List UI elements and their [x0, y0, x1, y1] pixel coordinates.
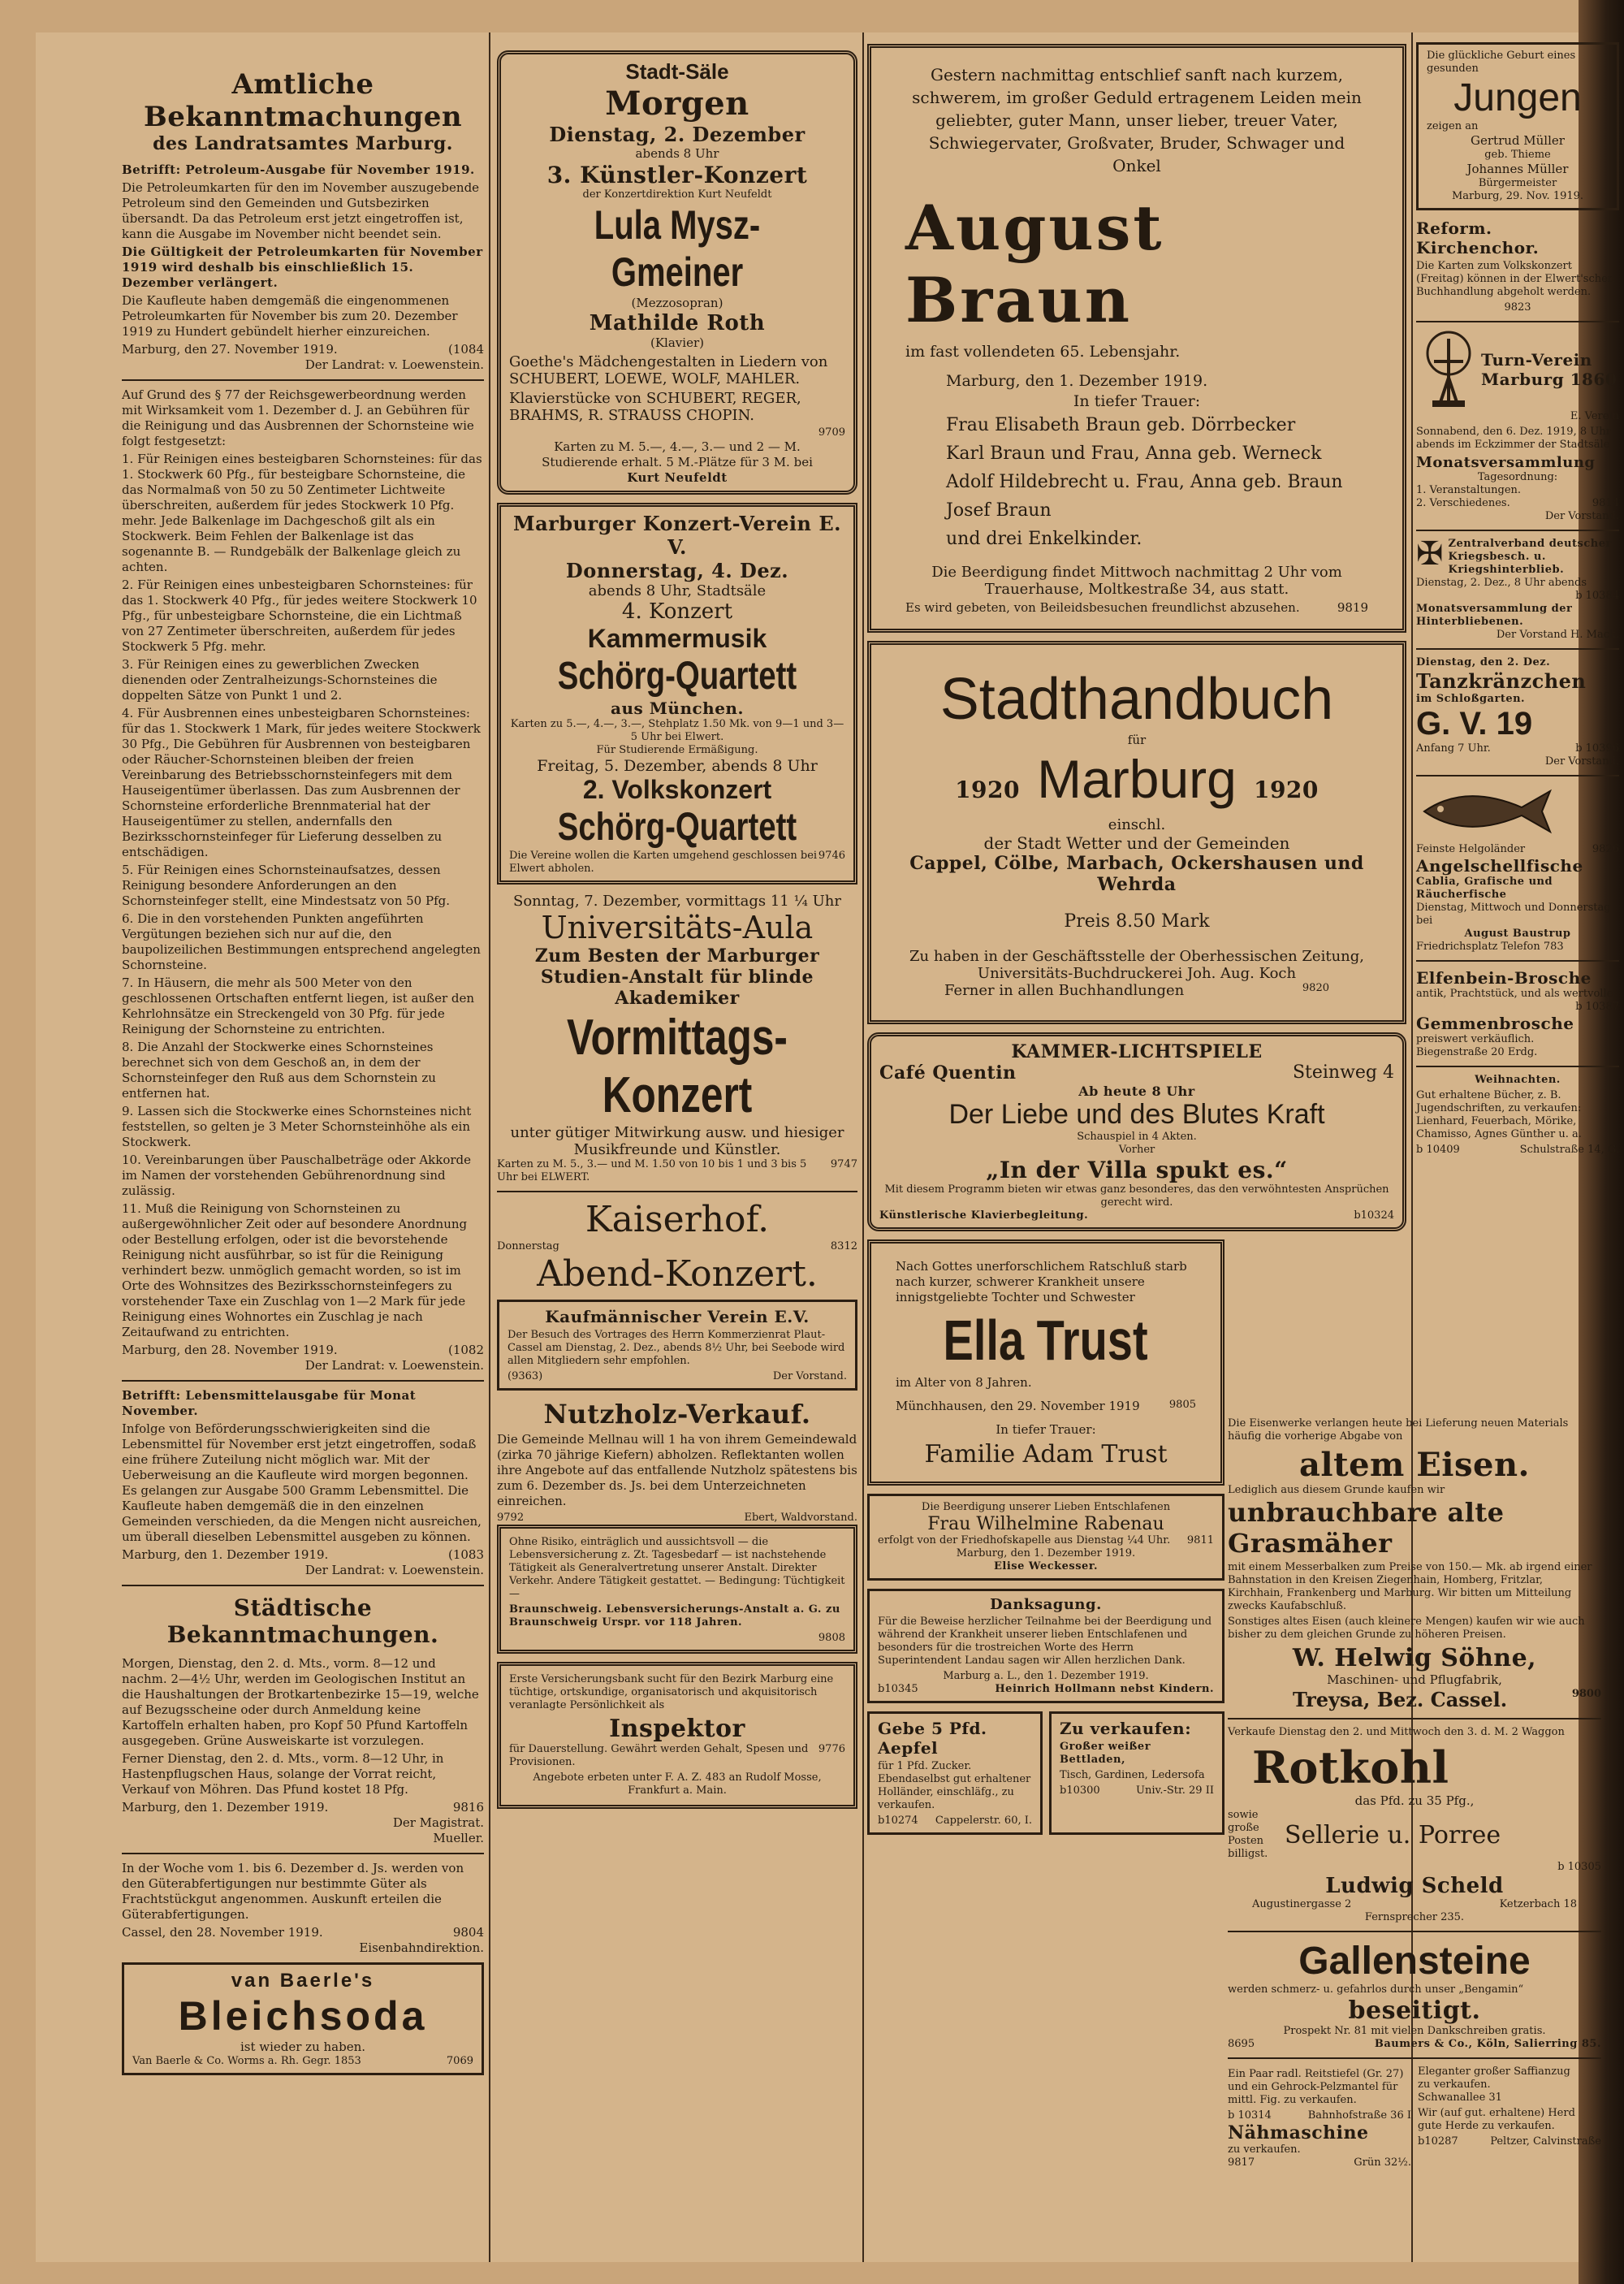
iron-cross-icon: ✠ [1416, 535, 1444, 573]
ad-text: Schwanallee 31 [1418, 2092, 1502, 2104]
ad-text: der Stadt Wetter und der Gemeinden [983, 833, 1290, 853]
mourner: Frau Elisabeth Braun geb. Dörrbecker [946, 415, 1296, 435]
ad-aepfel [867, 1711, 1043, 1835]
ad-text: Großer weißer Bettladen, [1060, 1741, 1151, 1766]
classified-row [867, 1711, 1224, 1843]
ad-title: Rotkohl [1252, 1741, 1449, 1793]
column-events [497, 32, 857, 2258]
ad-title: 3. Künstler-Konzert [546, 162, 808, 188]
ad-text: Gertrud Müller [1471, 133, 1565, 148]
ad-year: 1920 [1253, 776, 1319, 803]
ad-heading: Zentralverband deutscher Kriegsbesch. u. Kriegshinterblieb. [1448, 538, 1612, 576]
ad-number: b 10384 [1575, 590, 1619, 602]
divider [122, 379, 484, 381]
ad-time: Ab heute 8 Uhr [1078, 1084, 1195, 1099]
ad-text: Mit diesem Programm bieten wir etwas ganz besonderes, das den verwöhntesten Ansprüchen gerecht wird. [884, 1183, 1389, 1209]
ad-text: der Konzertdirektion Kurt Neufeldt [582, 188, 772, 201]
notice-text: Auf Grund des § 77 der Reichsgewerbeordnung werden mit Wirksamkeit vom 1. Dezember d. J. an Gebühren für die Reinigung und das Ausbrennen der Schornsteine wie folgt festgesetzt: [122, 387, 474, 448]
column-rule [489, 32, 490, 2262]
ad-footer: 9792 Ebert, Waldvorstand. [497, 1512, 857, 1524]
ad-konzert-verein [497, 503, 857, 885]
ad-footer: b 10314 Bahnhofstraße 36 I [1228, 2109, 1411, 2122]
obituary-name: Ella Trust [943, 1309, 1149, 1372]
ad-text: Zum Besten der Marburger Studien-Anstalt für blinde Akademiker [534, 945, 820, 1009]
ad-text: Der Besuch des Vortrages des Herrn Kommerzienrat Plaut-Cassel am Dienstag, 2. Dez., abends 8½ Uhr, bei Seebode wird allen Mitgliedern sehr empfohlen. [508, 1329, 845, 1367]
ad-title: Jungen [1453, 76, 1582, 119]
divider [497, 1191, 857, 1192]
section-title-city: Städtische Bekanntmachungen. [166, 1594, 439, 1648]
notice-dateline: Marburg, den 1. Dezember 1919. 9816 [122, 1800, 484, 1815]
notice-dateline: Marburg, den 27. November 1919. (1084 [122, 342, 484, 357]
notice-text: Die Beerdigung unserer Lieben Entschlafenen [921, 1501, 1171, 1513]
ad-title: Der Liebe und des Blutes Kraft [948, 1099, 1325, 1130]
notice-signature: Der Landrat: v. Loewenstein. [304, 1563, 484, 1577]
ad-text: Fernsprecher 235. [1364, 1911, 1465, 1923]
ad-text: Erste Versicherungsbank sucht für den Bezirk Marburg eine tüchtige, ortskundige, organisatorisch und akquisitorisch veranlagte Persönlichkeit als [509, 1673, 834, 1711]
ad-text: Karten zu 5.—, 4.—, 3.—, Stehplatz 1.50 Mk. von 9—1 und 3—5 Uhr bei Elwert. [510, 718, 844, 743]
ad-footer: b10287 Peltzer, Calvinstraße [1418, 2135, 1601, 2148]
ad-address: Café Quentin Steinweg 4 [879, 1062, 1394, 1084]
ad-text: Vorher [1118, 1144, 1155, 1156]
notice-signature: Der Magistrat. [392, 1815, 484, 1830]
ad-tanzkraenzchen [1416, 656, 1619, 768]
ad-heading: Morgen [605, 84, 749, 123]
obituary-text: im Alter von 8 Jahren. [896, 1375, 1032, 1390]
mourner: und drei Enkelkinder. [946, 529, 1142, 549]
ad-performer: Lula Mysz-Gmeiner [594, 202, 761, 295]
divider [1228, 2057, 1601, 2059]
ad-kammer-lichtspiele [867, 1032, 1406, 1231]
ad-heading: Nutzholz-Verkauf. [543, 1399, 811, 1430]
ad-text: Bürgermeister [1478, 177, 1557, 189]
ad-dateline: Marburg, 29. Nov. 1919. [1451, 190, 1584, 202]
ad-text: Angebote erbeten unter F. A. Z. 483 an Rudolf Mosse, Frankfurt a. Main. [533, 1771, 822, 1797]
ad-text: unter gütiger Mitwirkung ausw. und hiesiger Musikfreunde und Künstler. [510, 1124, 844, 1158]
ad-date: Freitag, 5. Dezember, abends 8 Uhr [537, 757, 818, 775]
notice-footer: b10345 Heinrich Hollmann nebst Kindern. [878, 1683, 1214, 1695]
ad-performer: Mathilde Roth [589, 311, 766, 335]
obituary-dateline: Marburg, den 1. Dezember 1919. [946, 372, 1208, 390]
obituary-dateline: Münchhausen, den 29. November 1919 9805 [896, 1399, 1196, 1413]
ad-text: Biegenstraße 20 Erdg. [1416, 1046, 1538, 1058]
ad-time: abends 8 Uhr [635, 146, 719, 161]
notice-text: Die Kaufleute haben demgemäß die eingenommenen Petroleumkarten für November bis zum 20. Dezember 1919 zu Hundert gebündelt hierher einzureichen. [122, 293, 458, 339]
ad-date: Sonntag, 7. Dezember, vormittags 11 ¼ Uhr [513, 893, 841, 910]
ad-footer: 8695 Baumers & Co., Köln, Salierring 85. [1228, 2038, 1601, 2050]
ad-zentralverband [1416, 535, 1619, 642]
ad-text: Lediglich aus diesem Grunde kaufen wir [1228, 1484, 1445, 1496]
divider [1228, 1931, 1601, 1932]
ad-marburg-line [904, 748, 1370, 810]
ad-text: 1. Veranstaltungen. [1416, 484, 1522, 496]
obituary-ella-trust [867, 1239, 1224, 1486]
ad-title: Inspektor [609, 1715, 745, 1743]
ad-text: Dienstag, Mittwoch und Donnerstag bei [1416, 902, 1611, 927]
notice-text: Die Gültigkeit der Petroleumkarten für November 1919 wird deshalb bis einschließlich 15. Dezember verlängert. [122, 244, 483, 290]
obituary-august-braun [867, 44, 1406, 633]
ad-text: Studierende erhalt. 5 M.-Plätze für 3 M. bei [542, 455, 813, 469]
list-item: 3. Für Reinigen eines zu gewerblichen Zwecken dienenden oder Zentralheizungs-Schornsteines die doppelten Sätze von Punkt 1 und 2. [122, 657, 438, 703]
ad-heading: Reform. Kirchenchor. [1416, 218, 1540, 257]
ad-emblem-row [1416, 329, 1619, 410]
ad-text: antik, Prachtstück, und als wertvolle [1416, 988, 1613, 1000]
ad-text: Monatsversammlung der Hinterbliebenen. [1416, 603, 1573, 628]
notice-dateline: Marburg a. L., den 1. Dezember 1919. [943, 1670, 1149, 1682]
obituary-text: im fast vollendeten 65. Lebensjahr. [905, 343, 1181, 361]
ad-address-row: Augustinergasse 2 Ketzerbach 18 [1252, 1898, 1577, 1910]
ad-kirchenchor [1416, 218, 1619, 314]
ad-date: Dienstag, 2. Dezember [549, 123, 806, 146]
ad-footer: b10274 Cappelerstr. 60, I. [878, 1815, 1032, 1827]
obituary-text: Nach Gottes unerforschlichem Ratschluß starb nach kurzer, schwerer Krankheit unsere innigstgeliebte Tochter und Schwester [896, 1259, 1187, 1304]
obituary-footer: Es wird gebeten, von Beileidsbesuchen freundlichst abzusehen. 9819 [905, 600, 1368, 615]
ad-heading: Marburger Konzert-Verein E. V. [513, 512, 841, 559]
ad-title: Gemmenbrosche [1416, 1014, 1574, 1033]
ad-saffianzug [1418, 2066, 1601, 2169]
ad-signature: Der Vorstand. [1544, 755, 1619, 768]
obituary-text: Die Beerdigung findet Mittwoch nachmittag 2 Uhr vom Trauerhause, Moltkestraße 34, aus statt. [931, 564, 1342, 598]
ad-text: ist wieder zu haben. [240, 2040, 366, 2054]
ad-text: Verkaufe Dienstag den 2. und Mittwoch den 3. d. M. 2 Waggon [1228, 1726, 1565, 1738]
ad-text: Zu haben in der Geschäftsstelle der Oberhessischen Zeitung, Universitäts-Buchdruckerei Joh. Aug. Koch [909, 948, 1364, 982]
ad-number: b 10387 [1575, 1001, 1619, 1013]
ad-text: Goethe's Mädchengestalten in Liedern von SCHUBERT, LOEWE, WOLF, MAHLER. [509, 353, 828, 387]
mourner: Familie Adam Trust [924, 1440, 1168, 1469]
ad-text: Gut erhaltene Bücher, z. B. Jugendschriften, zu verkaufen: Lienhard, Feuerbach, Mörike, Chamisso, Agnes Günther u. a. [1416, 1089, 1582, 1140]
ad-location-row: Treysa, Bez. Cassel. 9800 [1293, 1688, 1601, 1711]
ad-bleichsoda [122, 1962, 484, 2075]
ad-performer: Schörg-Quartett [557, 655, 797, 698]
ad-text: werden schmerz- u. gefahrlos durch unser „Bengamin“ [1228, 1983, 1524, 1996]
notice-text: Für die Beweise herzlicher Teilnahme bei der Beerdigung und während der Krankheit unserer lieben Entschlafenen und besonders für die trostreichen Worte des Herrn Superintendent Landau sagen wir Allen herzlichen Dank. [878, 1616, 1212, 1667]
divider [1228, 1718, 1601, 1719]
notice-dateline: Marburg, den 1. Dezember 1919. (1083 [122, 1547, 484, 1562]
ad-signature: Der Vorstand. [1544, 510, 1619, 522]
ad-altes-eisen [1228, 1417, 1601, 1711]
obituary-text: In tiefer Trauer: [1073, 392, 1201, 410]
ad-title: Tanzkränzchen [1416, 669, 1587, 693]
ad-venue: Stadt-Säle [625, 59, 729, 84]
ad-title: Nähmaschine [1228, 2122, 1369, 2143]
ad-title: Abend-Konzert. [537, 1253, 818, 1295]
ad-rotkohl [1228, 1726, 1601, 1924]
divider [1416, 960, 1619, 962]
ad-text: im Schloßgarten. [1416, 693, 1526, 705]
notice-signature: Der Landrat: v. Loewenstein. [304, 357, 484, 372]
ad-text: aus München. [611, 699, 744, 718]
notice-dateline: Cassel, den 28. November 1919. 9804 [122, 1925, 484, 1940]
ad-text-row: b 10409 Schulstraße 14, G. [1416, 1144, 1619, 1156]
list-item: 8. Die Anzahl der Stockwerke eines Schornsteines berechnet sich von dem Geschoß an, in dem der Schornsteinfeger den Ruß aus dem Schornstein zu entfernen hat. [122, 1040, 436, 1101]
ad-weihnachten [1416, 1074, 1619, 1157]
ad-number: 9709 [818, 426, 845, 439]
divider [1416, 648, 1619, 650]
ad-text: (Mezzosopran) [631, 296, 723, 310]
ad-time: abends 8 Uhr, Stadtsäle [588, 582, 767, 599]
notice-name: Frau Wilhelmine Rabenau [927, 1514, 1164, 1534]
divider [1416, 1066, 1619, 1067]
list-item: 2. Für Reinigen eines unbesteigbaren Schornsteines: für das 1. Stockwerk 40 Pfg., für jedes weitere Stockwerk 10 Pfg., für unbesteigbare Schornsteine, die ein Lichtmaß von 27 Zentimeter überschreiten, außerdem für jedes Stockwerk 5 Pfg. mehr. [122, 577, 477, 654]
ad-text: Braunschweig. Lebensversicherungs-Anstalt a. G. zu Braunschweig Urspr. vor 118 Jahren. [509, 1603, 840, 1629]
section-title-official: Amtliche Bekanntmachungen [143, 68, 463, 133]
divider [1416, 530, 1619, 531]
ad-heading: Kaufmännischer Verein E.V. [545, 1307, 810, 1326]
notice-heading: Betrifft: Petroleum-Ausgabe für November 1919. [122, 162, 475, 177]
obituary-text: In tiefer Trauer: [996, 1422, 1096, 1437]
ad-text: Eleganter großer Saffianzug [1418, 2066, 1570, 2078]
divider [1416, 321, 1619, 322]
ad-title: Stadthandbuch [939, 667, 1334, 732]
ad-footer: 9817 Grün 32½. [1228, 2156, 1411, 2169]
ad-elfenbein [1416, 968, 1619, 1059]
fish-icon [1416, 783, 1554, 840]
ad-kaufmaennischer-verein [497, 1300, 857, 1391]
ad-text: einschl. [1108, 816, 1166, 833]
ad-side-text: sowie große Posten billigst. [1228, 1809, 1268, 1860]
ad-text-row: 2. Verschiedenes. 9814 [1416, 497, 1619, 509]
ad-brand: van Baerle's [231, 1970, 375, 1992]
ad-title: beseitigt. [1348, 1996, 1481, 2025]
classified-grid [1228, 2066, 1601, 2169]
ad-text: Prospekt Nr. 81 mit vielen Dankschreiben gratis. [1283, 2025, 1546, 2037]
ad-signature: Der Vorstand H. Mack. [1496, 629, 1619, 641]
ad-number: 9808 [818, 1632, 845, 1644]
ad-company: Ludwig Scheld [1325, 1874, 1504, 1898]
mourner: Adolf Hildebrecht u. Frau, Anna geb. Braun [946, 472, 1343, 492]
ad-date: Donnerstag, 4. Dez. [565, 559, 789, 582]
ad-reitstiefel [1228, 2066, 1411, 2169]
ad-footer: Karten zu M. 5., 3.— und M. 1.50 von 10 bis 1 und 3 bis 5 Uhr bei ELWERT. 9747 [497, 1158, 857, 1183]
ad-number: b 10305 [1557, 1861, 1601, 1873]
ad-title: Sellerie u. Porree [1285, 1820, 1501, 1849]
ad-kaiserhof [497, 1199, 857, 1295]
notice-heading: Danksagung. [990, 1596, 1102, 1613]
notice-signature: Mueller. [433, 1831, 484, 1845]
ad-text-row: Feinste Helgoländer 9826 [1416, 843, 1619, 855]
notice-signature: Der Landrat: v. Loewenstein. [304, 1358, 484, 1373]
ad-footer: Künstlerische Klavierbegleitung. b10324 [879, 1209, 1394, 1222]
ad-title: „In der Villa spukt es.“ [986, 1157, 1288, 1183]
ad-title: Angelschellfische [1416, 856, 1583, 876]
ad-text: für 1 Pfd. Zucker. Ebendaselbst gut erhaltener Holländer, einschläfg., zu verkaufen. [878, 1760, 1031, 1811]
ad-text: Tisch, Gardinen, Ledersofa [1060, 1769, 1205, 1781]
ad-text: zu verkaufen. [1418, 2079, 1491, 2091]
ad-text: Ein Paar radl. Reitstiefel (Gr. 27) und ein Gehrock-Pelzmantel für mittl. Fig. zu verkaufen. [1228, 2068, 1404, 2106]
notice-heading: Betrifft: Lebensmittelausgabe für Monat November. [122, 1388, 417, 1418]
notice-rabenau [867, 1494, 1224, 1581]
ad-text: Schauspiel in 4 Akten. [1077, 1131, 1197, 1143]
notice-danksagung [867, 1589, 1224, 1703]
ad-title: Monatsversammlung [1416, 454, 1596, 471]
ad-heading: Zu verkaufen: [1060, 1719, 1192, 1738]
ad-performer: Schörg-Quartett [557, 806, 797, 849]
divider [122, 1853, 484, 1854]
notice-text-row: erfolgt von der Friedhofskapelle aus Dienstag ¼4 Uhr. 9811 [878, 1534, 1214, 1546]
ad-text: Kurt Neufeldt [627, 470, 728, 485]
column-classifieds-lower [1228, 1415, 1601, 2260]
notice-text: Morgen, Dienstag, den 2. d. Mts., vorm. 8—12 und nachm. 2—4½ Uhr, werden im Geologischen Institut an die Haushaltungen der Brotkartenbezirke 15—19, welche auf Bezugsscheine oder durch Anmeldung keine Kartoffeln erhalten haben, pro Kopf 50 Pfund Kartoffeln ausgegeben. Grüne Ausweiskarte ist vorzulegen. [122, 1656, 479, 1748]
ad-text: Friedrichsplatz Telefon 783 [1416, 941, 1564, 953]
ad-footer: Van Baerle & Co. Worms a. Rh. Gegr. 1853 7069 [132, 2055, 473, 2067]
athlete-emblem-icon [1416, 329, 1481, 410]
notice-dateline: Marburg, den 1. Dezember 1919. [956, 1547, 1136, 1559]
notice-text: Ferner Dienstag, den 2. d. Mts., vorm. 8—12 Uhr, in Hastenpflugschen Haus, solange der Vorrat reicht, Verkauf von Möhren. Das Pfund kostet 18 Pfg. [122, 1751, 444, 1797]
ad-birth [1416, 42, 1619, 210]
ad-text: Wir (auf gut. erhaltene) Herd gute Herde zu verkaufen. [1418, 2107, 1575, 2132]
ad-universitaets-aula [497, 893, 857, 1184]
obituary-text: Gestern nachmittag entschlief sanft nach kurzem, schwerem, im großer Geduld ertragenem Leiden mein geliebter, guter Mann, unser lieber, treuer Vater, Schwiegervater, Großvater, Bruder, Schwager und Onkel [912, 65, 1362, 175]
divider [122, 1380, 484, 1382]
ad-inspektor [497, 1662, 857, 1809]
ad-text: Für Studierende Ermäßigung. [596, 744, 758, 756]
list-item: 9. Lassen sich die Stockwerke eines Schornsteines nicht feststellen, so gelten je 3 Meter Schornsteinhöhe als ein Stockwerk. [122, 1104, 472, 1149]
ad-title: Marburg [1037, 749, 1237, 809]
divider [1416, 775, 1619, 776]
classified-stack-lower [1228, 1417, 1601, 2169]
ad-title: Vormittags-Konzert [567, 1010, 788, 1123]
ad-text: zeigen an [1427, 120, 1479, 132]
ad-fish [1416, 783, 1619, 954]
ad-nutzholz [497, 1399, 857, 1525]
notice-text: Die Petroleumkarten für den im November auszugebende Petroleum sind den Gemeinden und Gutsbezirken übersandt. Da das Petroleum erst jetzt eingetroffen ist, kann die Ausgabe im November nicht beendet sein. [122, 180, 480, 241]
ad-text: geb. Thieme [1484, 149, 1551, 161]
ad-text: Maschinen- und Pflugfabrik, [1327, 1672, 1502, 1687]
ad-text: (Klavier) [650, 335, 704, 350]
ad-heading: Gebe 5 Pfd. Aepfel [878, 1719, 987, 1758]
ad-places: Cappel, Cölbe, Marbach, Ockershausen und Wehrda [909, 853, 1364, 895]
ad-footer: b10300 Univ.-Str. 29 II [1060, 1784, 1214, 1797]
ad-title: 4. Konzert [621, 599, 733, 624]
ad-text: Dienstag, 2. Dez., 8 Uhr abends [1416, 577, 1587, 589]
ad-text: Die Karten zum Volkskonzert (Freitag) können in der Elwert'schen Buchhandlung abgeholt werden. [1416, 260, 1615, 298]
ad-stadt-saele [497, 50, 857, 495]
ad-text: Ohne Risiko, einträglich und aussichtsvoll — die Lebensversicherung z. Zt. Tagesbedarf — ist nachstehende Tätigkeit als Generalvertretung unserer Anstalt. Direkter Verkehr. Andere Tätigkeit gestattet. — Bedingung: Tüchtigkeit — [509, 1536, 845, 1600]
ad-year: 1920 [955, 776, 1021, 803]
ad-text: preiswert verkäuflich. [1416, 1033, 1535, 1045]
ad-venue: KAMMER-LICHTSPIELE [1011, 1041, 1263, 1062]
divider [122, 1585, 484, 1586]
ad-heading: Turn-Verein Marburg 1860 [1481, 350, 1618, 389]
ad-footer: Ferner in allen Buchhandlungen 9820 [944, 982, 1329, 999]
ad-row [1228, 1809, 1601, 1861]
ad-text: Die Gemeinde Mellnau will 1 ha von ihrem Gemeindewald (zirka 70 jährige Kiefern) abholzen. Reflektanten wollen ihre Angebote auf das entfallende Nutzholz spätestens bis zum 6. Dezember ds. Js. bei dem Unterzeichneten einreichen. [497, 1432, 857, 1508]
notice-signature: Elise Weckesser. [994, 1560, 1098, 1572]
ad-text: Tagesordnung: [1477, 471, 1558, 483]
notice-dateline: Marburg, den 28. November 1919. (1082 [122, 1343, 484, 1357]
ad-company: W. Helwig Söhne, [1292, 1644, 1537, 1672]
ad-text: zu verkaufen. [1228, 2143, 1301, 2156]
list-item: 1. Für Reinigen eines besteigbaren Schornsteines: für das 1. Stockwerk 60 Pfg., für besteigbare Schornsteine, die das Normalmaß von 50 zu 50 Zentimeter Lichtweite überschreiten, außerdem für jedes Stockwerk 10 Pfg. mehr. Jede Balkenlage im Dachgeschoß gilt als ein Stockwerk. Beim Fehlen der Balkenlage ist das sogenannte B. — Rundgebälk der Balkenlage gleich zu achten. [122, 452, 482, 574]
ad-lebensversicherung [497, 1525, 857, 1654]
ad-text-row: Anfang 7 Uhr. b 10396 [1416, 742, 1619, 755]
ad-venue: Universitäts-Aula [541, 910, 814, 945]
classified-stack [1416, 42, 1619, 1157]
ad-title: G. V. 19 [1416, 706, 1533, 742]
ad-title: altem Eisen. [1299, 1446, 1530, 1484]
ad-price: Preis 8.50 Mark [1064, 911, 1210, 932]
ad-title: Kammermusik [587, 624, 767, 653]
notice-signature: Eisenbahndirektion. [359, 1940, 484, 1955]
ad-venue: Kaiserhof. [585, 1199, 770, 1240]
ad-bettladen [1049, 1711, 1224, 1835]
ad-text: Die Eisenwerke verlangen heute bei Lieferung neuen Materials häufig die vorherige Abgabe von [1228, 1417, 1569, 1443]
ad-footer: (9363) Der Vorstand. [508, 1370, 847, 1382]
ad-heading: Weihnachten. [1475, 1074, 1561, 1086]
list-item: 4. Für Ausbrennen eines unbesteigbaren Schornsteines: für das 1. Stockwerk 1 Mark, für jedes weitere Stockwerk 30 Pfg., Die Gebühren für Ausbrennen von besteigbaren oder Räucher-Schornsteinen bleiben der freien Vereinbarung des Betriebsschornsteinfegers mit dem Hauseigentümer überlassen. Das zum Ausbrennen der Schornsteine erforderliche Brennmaterial hat der Hauseigentümer zu stellen, andernfalls den Bezirksschornsteinfeger für Lieferung desselben zu entschädigen. [122, 706, 481, 859]
ad-footer: Donnerstag 8312 [497, 1240, 857, 1252]
ad-product: Bleichsoda [178, 1993, 428, 2039]
ad-turnverein [1416, 329, 1619, 523]
obituary-name: August Braun [905, 192, 1164, 336]
ad-text: für [1127, 733, 1147, 747]
ad-text: das Pfd. zu 35 Pfg., [1354, 1793, 1475, 1808]
ad-text: Cablia, Grafische und Räucherfische [1416, 876, 1553, 901]
column-official-notices [122, 32, 484, 2258]
ad-number: 9823 [1504, 301, 1531, 314]
ad-emblem-row [1416, 535, 1619, 577]
mourner: Josef Braun [946, 500, 1052, 521]
ad-title: 2. Volkskonzert [582, 775, 772, 804]
list-item: 11. Muß die Reinigung von Schornsteinen zu außergewöhnlicher Zeit oder auf besondere Anordnung oder Bestellung erfolgen, oder ist die bevorstehende Reinigung nicht ausführbar, so ist für die Reinigung verhindert bezw. unmöglich gemacht worden, so ist im Orte des Wohnsitzes des Bezirksschornsteinfegers zu vorstehender Taxe ein Zuschlag von 1—2 Mark für jede Reinigung eines Wohnortes ein Zuschlag je nach Zeitaufwand zu entrichten. [122, 1201, 468, 1339]
ad-date: Dienstag, den 2. Dez. [1416, 656, 1551, 668]
ad-text: Johannes Müller [1466, 162, 1569, 176]
ad-gallensteine [1228, 1939, 1601, 2051]
ad-text: mit einem Messerbalken zum Preise von 150.— Mk. ab irgend einer Bahnstation in den Kreisen Ziegenhain, Homberg, Fritzlar, Kirchhain, Frankenberg und Marburg. Wir bitten um Mitteilung zwecks Kaufabschluß. [1228, 1561, 1592, 1612]
ad-text: Die glückliche Geburt eines gesunden [1427, 50, 1576, 75]
ad-text: Karten zu M. 5.—, 4.—, 3.— und 2 — M. [554, 439, 801, 454]
ad-text: Sonnabend, den 6. Dez. 1919, 8 Uhr abends im Eckzimmer der Stadtsäle [1416, 426, 1611, 451]
notice-text: Infolge von Beförderungsschwierigkeiten sind die Lebensmittel für November erst jetzt eingetroffen, sodaß eine frühere Zuteilung nicht möglich war. Mit der Ueberweisung an die Kaufleute wird morgen begonnen. Es gelangen zur Ausgabe 500 Gramm Lebensmittel. Die Kaufleute haben demgemäß die in den einzelnen Gemeinden verschieden, da die Mengen nicht ausreichen, um überall dieselben Lebensmittel ausgeben zu können. [122, 1421, 482, 1544]
ad-text: Sonstiges altes Eisen (auch kleinere Mengen) kaufen wir wie auch bisher zu dem gleichen Grunde zu höheren Preisen. [1228, 1616, 1585, 1641]
ad-footer: für Dauerstellung. Gewährt werden Gehalt, Spesen und Provisionen. 9776 [509, 1743, 845, 1768]
list-item: 10. Vereinbarungen über Pauschalbeträge oder Akkorde im Namen der vorstehenden Gebührenordnung sind zulässig. [122, 1153, 472, 1198]
list-item: 7. In Häusern, die mehr als 500 Meter von den geschlossenen Ortschaften entfernt liegen, ist außer den Kehrlohnsätze ein Streckengeld von 30 Pfg. für jede Reinigung der Schornsteine zu entrichten. [122, 975, 475, 1036]
ad-title: Elfenbein-Brosche [1416, 968, 1592, 988]
section-subtitle: des Landratsamtes Marburg. [153, 133, 453, 154]
column-rule [862, 32, 864, 2262]
ad-stadthandbuch [867, 641, 1406, 1024]
ad-text: E. Verein [1570, 410, 1619, 422]
notice-text: In der Woche vom 1. bis 6. Dezember d. Js. werden von den Güterabfertigungen nur bestimmte Güter als Frachtstückgut angenommen. Auskunft erteilen die Güterabfertigungen. [122, 1861, 464, 1922]
ad-title: Gallensteine [1298, 1940, 1531, 1983]
list-item: 5. Für Reinigen eines Schornsteinaufsatzes, dessen Reinigung besondere Anforderungen an den Schornsteinfeger stellt, eine Mindestsatz von 50 Pfg. [122, 863, 451, 908]
ad-footer: Die Vereine wollen die Karten umgehend geschlossen bei Elwert abholen. 9746 [509, 850, 845, 875]
ad-text: Klavierstücke von SCHUBERT, REGER, BRAHMS, R. STRAUSS CHOPIN. [509, 390, 801, 424]
mourner: Karl Braun und Frau, Anna geb. Werneck [946, 443, 1322, 464]
ad-text: August Baustrup [1464, 928, 1571, 940]
ad-title: unbrauchbare alte Grasmäher [1228, 1497, 1505, 1559]
list-item: 6. Die in den vorstehenden Punkten angeführten Vergütungen beziehen sich nur auf die, den baupolizeilichen Bestimmungen entsprechend angelegten Schornsteine. [122, 911, 481, 972]
